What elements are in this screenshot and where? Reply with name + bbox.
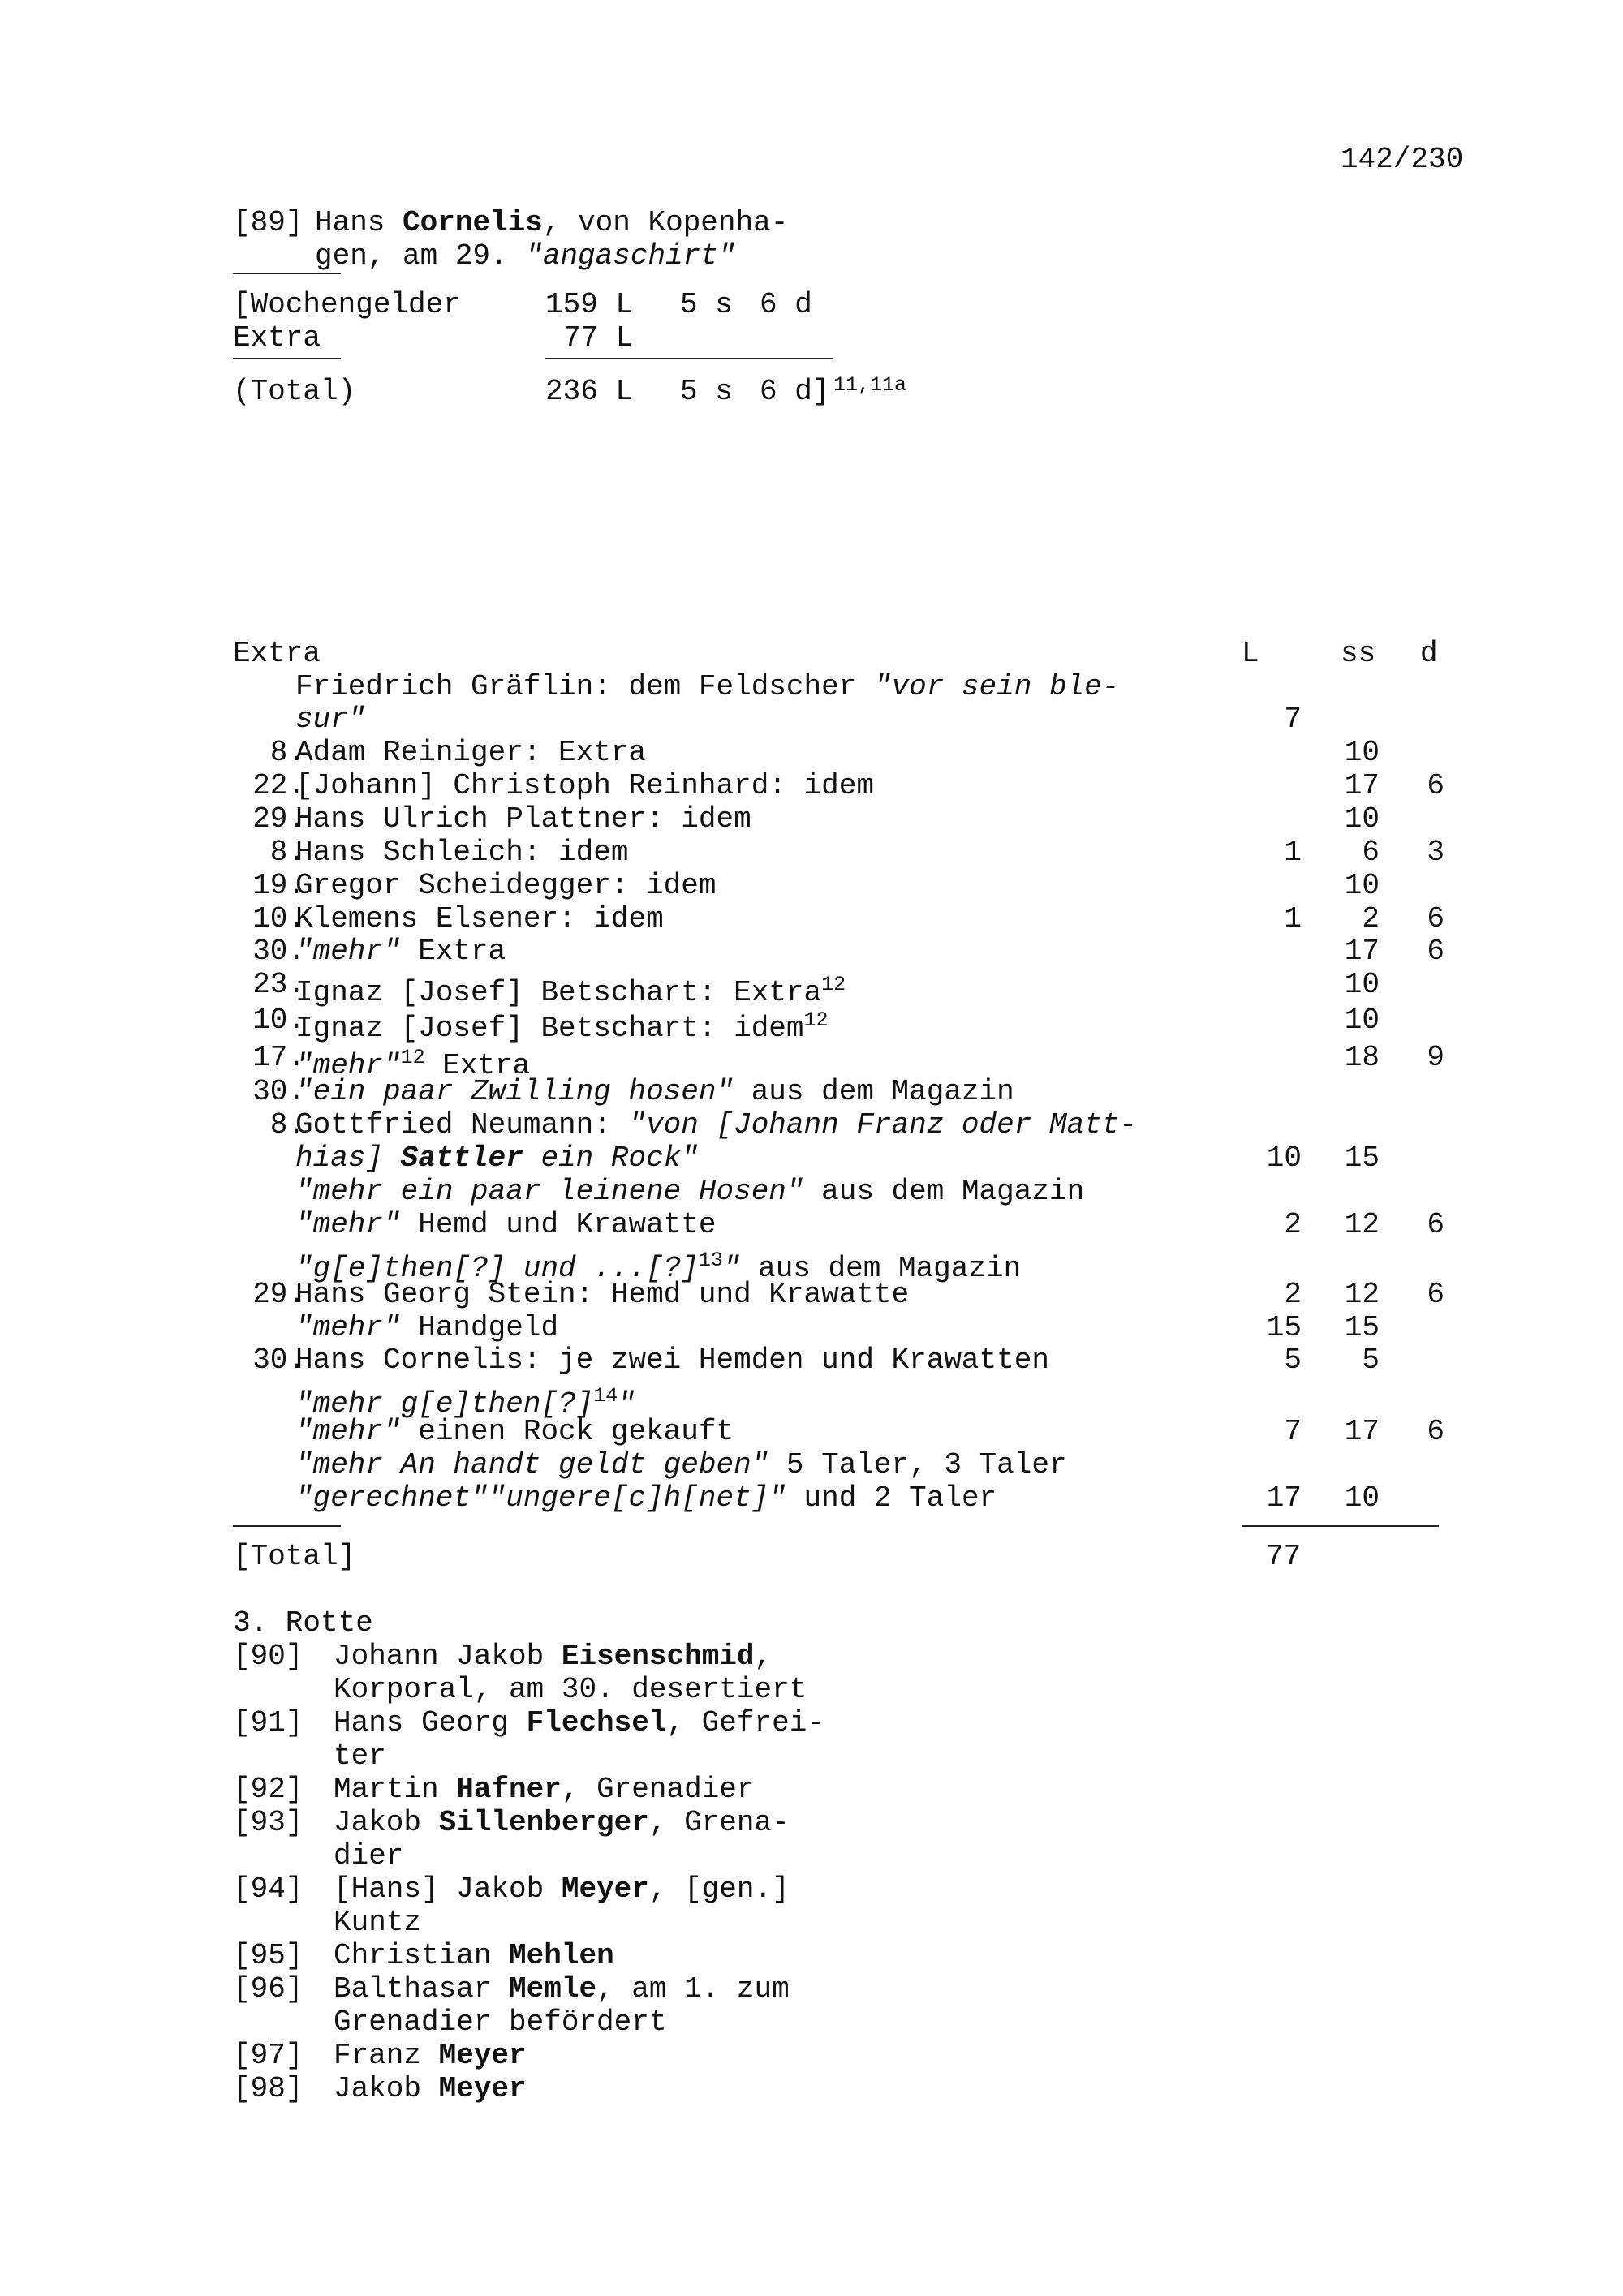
footnote-ref: 14 bbox=[593, 1384, 618, 1408]
row-number: 22. bbox=[252, 769, 305, 802]
row-text bbox=[295, 1175, 1084, 1208]
row-text bbox=[295, 1278, 909, 1311]
given-name: [Hans] Jakob bbox=[334, 1872, 562, 1906]
row-number: 30. bbox=[252, 1075, 305, 1108]
row-text-plain: Ignaz [Josef] Betschart: idem bbox=[295, 1012, 804, 1045]
divider bbox=[233, 358, 341, 359]
amount-ss: 15 bbox=[1344, 1311, 1380, 1344]
entry-number: [98] bbox=[233, 2072, 304, 2105]
row-text bbox=[295, 935, 506, 968]
divider bbox=[1242, 1525, 1439, 1527]
row-text-italic: "mehr An handt geldt geben" bbox=[295, 1448, 769, 1481]
surname: Cornelis bbox=[403, 206, 543, 239]
amount-ss: 10 bbox=[1344, 1481, 1380, 1515]
row-text-italic: "von [Johann Franz oder Matt- bbox=[628, 1108, 1137, 1142]
amount-l: 7 bbox=[1284, 703, 1302, 736]
row-number: 10. bbox=[252, 902, 305, 935]
row-text-italic: "mehr" bbox=[295, 1049, 401, 1082]
row-text bbox=[295, 670, 1119, 703]
entry-line-2: gen, am 29. "angaschirt" bbox=[315, 239, 736, 273]
row-text-italic: "mehr g[e]then[?] bbox=[295, 1387, 594, 1421]
row-text-bold: Sattler bbox=[400, 1142, 523, 1175]
row-text-plain: Hemd und Krawatte bbox=[400, 1208, 717, 1241]
entry-detail: , Grena- bbox=[648, 1806, 790, 1839]
footnote-ref: 12 bbox=[821, 973, 846, 996]
amount-d: 6 bbox=[1427, 1278, 1444, 1311]
extra-title: Extra bbox=[233, 637, 321, 670]
given-name: Hans Georg bbox=[334, 1706, 527, 1739]
row-number: 29. bbox=[252, 802, 305, 836]
entry-name bbox=[334, 1706, 824, 1739]
given-name: Jakob bbox=[334, 2072, 439, 2105]
row-text bbox=[295, 1208, 717, 1241]
surname: Mehlen bbox=[509, 1939, 614, 1972]
entry-name bbox=[334, 2039, 527, 2072]
total-label: [Total] bbox=[233, 1540, 356, 1573]
entry-number: [96] bbox=[233, 1972, 304, 2006]
row-text-plain: aus dem Magazin bbox=[740, 1252, 1022, 1285]
row-number: 8. bbox=[269, 736, 305, 769]
amount-ss: 10 bbox=[1344, 1004, 1380, 1037]
row-text-italic: "mehr" bbox=[295, 935, 401, 968]
entry-name bbox=[334, 1939, 614, 1972]
amount-l: 17 bbox=[1266, 1481, 1302, 1515]
row-text-plain: Hans Cornelis: je zwei Hemden und Krawatten bbox=[295, 1344, 1049, 1377]
entry-detail: , Grenadier bbox=[561, 1773, 755, 1806]
entry-detail: , am 1. zum bbox=[596, 1972, 790, 2006]
row-text bbox=[295, 1311, 558, 1344]
surname: Hafner bbox=[456, 1773, 562, 1806]
surname: Sillenberger bbox=[438, 1806, 649, 1839]
entry-name bbox=[334, 1806, 790, 1839]
row-text-plain: 5 Taler, 3 Taler bbox=[768, 1448, 1067, 1481]
entry-number: [93] bbox=[233, 1806, 304, 1839]
entry-name bbox=[334, 1640, 772, 1673]
row-text-italic: " bbox=[618, 1387, 635, 1421]
entry-number: [90] bbox=[233, 1640, 304, 1673]
extra-label: Extra bbox=[233, 321, 321, 355]
amount-ss: 17 bbox=[1344, 769, 1380, 802]
footnote-ref: 11,11a bbox=[833, 373, 907, 397]
amount-ss: 12 bbox=[1344, 1278, 1380, 1311]
row-text-italic: "mehr" bbox=[295, 1208, 401, 1241]
amount-ss: 10 bbox=[1344, 736, 1380, 769]
wage-label: [Wochengelder bbox=[233, 288, 461, 321]
entry-number: [94] bbox=[233, 1872, 304, 1906]
row-number: 10. bbox=[252, 1004, 305, 1037]
given-name: Johann Jakob bbox=[334, 1640, 562, 1673]
amount-d: 6 bbox=[1427, 902, 1444, 935]
amount-ss: 15 bbox=[1344, 1142, 1380, 1175]
footnote-ref: 13 bbox=[698, 1249, 723, 1272]
given-name: Christian bbox=[334, 1939, 510, 1972]
amount-l: 2 bbox=[1284, 1278, 1302, 1311]
row-text-italic: "ein paar Zwilling hosen" bbox=[295, 1075, 734, 1108]
row-text-italic: "mehr" bbox=[295, 1311, 401, 1344]
row-text-plain: und 2 Taler bbox=[786, 1481, 1014, 1515]
amount-l: 2 bbox=[1284, 1208, 1302, 1241]
entry-detail: Kuntz bbox=[334, 1906, 422, 1939]
footnote-ref: 12 bbox=[803, 1008, 829, 1032]
given-name: Jakob bbox=[334, 1806, 439, 1839]
entry-number: [92] bbox=[233, 1773, 304, 1806]
row-text-italic: sur" bbox=[295, 703, 366, 736]
given-name: Martin bbox=[334, 1773, 457, 1806]
total-l: 236 L bbox=[545, 375, 634, 408]
row-text-plain: Gottfried Neumann: bbox=[295, 1108, 629, 1142]
entry-name bbox=[334, 1773, 755, 1806]
amount-d: 6 bbox=[1427, 935, 1444, 968]
row-number: 17. bbox=[252, 1041, 305, 1074]
divider bbox=[545, 358, 833, 359]
row-text-italic: "gerechnet" bbox=[295, 1481, 489, 1515]
row-text-italic: hias] bbox=[295, 1142, 401, 1175]
row-number: 30. bbox=[252, 935, 305, 968]
surname: Memle bbox=[509, 1972, 597, 2006]
row-text-plain: Hans Ulrich Plattner: idem bbox=[295, 802, 751, 836]
row-text-plain: Hans Georg Stein: Hemd und Krawatte bbox=[295, 1278, 910, 1311]
wage-s: 5 s bbox=[680, 288, 733, 321]
row-text-italic: "ungere[c]h[net]" bbox=[488, 1481, 786, 1515]
surname: Meyer bbox=[438, 2072, 527, 2105]
total-l: 77 bbox=[1266, 1540, 1302, 1573]
entry-detail: ter bbox=[334, 1739, 386, 1773]
amount-d: 6 bbox=[1427, 1415, 1444, 1448]
entry-number: [89] bbox=[233, 206, 304, 239]
amount-ss: 12 bbox=[1344, 1208, 1380, 1241]
row-text-plain: Ignaz [Josef] Betschart: Extra bbox=[295, 976, 822, 1009]
row-text-plain: Hans Schleich: idem bbox=[295, 836, 629, 869]
amount-d: 9 bbox=[1427, 1041, 1444, 1074]
row-text bbox=[295, 1344, 1049, 1377]
divider bbox=[233, 1525, 341, 1527]
amount-ss: 17 bbox=[1344, 1415, 1380, 1448]
amount-ss: 18 bbox=[1344, 1041, 1380, 1074]
row-text bbox=[295, 703, 365, 736]
amount-ss: 10 bbox=[1344, 968, 1380, 1001]
amount-d: 3 bbox=[1427, 836, 1444, 869]
amount-ss: 2 bbox=[1362, 902, 1380, 935]
row-text bbox=[295, 736, 646, 769]
entry-detail: , bbox=[754, 1640, 773, 1673]
amount-ss: 10 bbox=[1344, 869, 1380, 902]
entry-line-1: Hans Cornelis, von Kopenha- bbox=[315, 206, 789, 239]
row-text-italic: "g[e]then[?] und ...[?] bbox=[295, 1252, 699, 1285]
row-text-plain: Friedrich Gräflin: dem Feldscher bbox=[295, 670, 874, 703]
row-number: 29. bbox=[252, 1278, 305, 1311]
row-text bbox=[295, 802, 751, 836]
given-name: Franz bbox=[334, 2039, 439, 2072]
entry-detail: Grenadier befördert bbox=[334, 2006, 667, 2039]
row-number: 30. bbox=[252, 1344, 305, 1377]
row-number: 8. bbox=[269, 1108, 305, 1142]
row-text-plain: Gregor Scheidegger: idem bbox=[295, 869, 717, 902]
row-text bbox=[295, 1448, 1067, 1481]
row-text bbox=[295, 869, 716, 902]
entry-number: [95] bbox=[233, 1939, 304, 1972]
surname: Meyer bbox=[561, 1872, 649, 1906]
row-text-plain: einen Rock gekauft bbox=[400, 1415, 734, 1448]
row-text-plain: Klemens Elsener: idem bbox=[295, 902, 664, 935]
row-text bbox=[295, 1004, 829, 1045]
amount-l: 1 bbox=[1284, 902, 1302, 935]
amount-l: 1 bbox=[1284, 836, 1302, 869]
row-text-italic: "mehr ein paar leinene Hosen" bbox=[295, 1175, 804, 1208]
amount-l: 5 bbox=[1284, 1344, 1302, 1377]
page-number: 142/230 bbox=[1341, 143, 1464, 176]
amount-l: 7 bbox=[1284, 1415, 1302, 1448]
row-text-italic: " bbox=[722, 1252, 741, 1285]
row-text bbox=[295, 1142, 699, 1175]
row-number: 19. bbox=[252, 869, 305, 902]
row-text bbox=[295, 836, 628, 869]
amount-d: 6 bbox=[1427, 769, 1444, 802]
row-text-plain: Extra bbox=[400, 935, 506, 968]
given-name: Balthasar bbox=[334, 1972, 510, 2006]
rotte-title: 3. Rotte bbox=[233, 1606, 373, 1640]
row-text-plain: Adam Reiniger: Extra bbox=[295, 736, 647, 769]
row-text-italic: ein Rock" bbox=[523, 1142, 699, 1175]
entry-name bbox=[334, 2072, 527, 2105]
surname: Meyer bbox=[438, 2039, 527, 2072]
row-text-plain: [Johann] Christoph Reinhard: idem bbox=[295, 769, 874, 802]
row-text bbox=[295, 1481, 1014, 1515]
amount-ss: 6 bbox=[1362, 836, 1380, 869]
extra-l: 77 L bbox=[563, 321, 634, 355]
column-header-l: L bbox=[1242, 637, 1259, 670]
row-text bbox=[295, 1108, 1137, 1142]
entry-number: [97] bbox=[233, 2039, 304, 2072]
total-s: 5 s bbox=[680, 375, 733, 408]
footnote-ref: 12 bbox=[400, 1046, 425, 1069]
column-header-d: d bbox=[1420, 637, 1438, 670]
row-text-plain: Extra bbox=[424, 1049, 531, 1082]
entry-detail: , [gen.] bbox=[648, 1872, 790, 1906]
row-text-plain: aus dem Magazin bbox=[734, 1075, 1014, 1108]
column-header-ss: ss bbox=[1341, 637, 1376, 670]
row-text-italic: "mehr" bbox=[295, 1415, 401, 1448]
divider bbox=[233, 273, 341, 274]
row-text-plain: Handgeld bbox=[400, 1311, 559, 1344]
total-d: 6 d] bbox=[760, 375, 830, 408]
amount-ss: 17 bbox=[1344, 935, 1380, 968]
row-text bbox=[295, 769, 874, 802]
entry-detail: Korporal, am 30. desertiert bbox=[334, 1673, 807, 1706]
row-text-italic: "vor sein ble- bbox=[873, 670, 1120, 703]
row-number: 23. bbox=[252, 968, 305, 1001]
row-text bbox=[295, 902, 664, 935]
surname: Eisenschmid bbox=[561, 1640, 755, 1673]
row-text bbox=[295, 1415, 734, 1448]
entry-number: [91] bbox=[233, 1706, 304, 1739]
amount-l: 10 bbox=[1266, 1142, 1302, 1175]
amount-l: 15 bbox=[1266, 1311, 1302, 1344]
entry-name bbox=[334, 1972, 790, 2006]
surname: Flechsel bbox=[526, 1706, 667, 1739]
wage-l: 159 L bbox=[545, 288, 634, 321]
entry-detail: dier bbox=[334, 1839, 404, 1872]
row-text bbox=[295, 1075, 1014, 1108]
row-text-plain: aus dem Magazin bbox=[803, 1175, 1085, 1208]
row-number: 8. bbox=[269, 836, 305, 869]
wage-d: 6 d bbox=[760, 288, 812, 321]
total-label: (Total) bbox=[233, 375, 356, 408]
entry-detail: , Gefrei- bbox=[666, 1706, 824, 1739]
entry-name bbox=[334, 1872, 790, 1906]
amount-d: 6 bbox=[1427, 1208, 1444, 1241]
amount-ss: 5 bbox=[1362, 1344, 1380, 1377]
amount-ss: 10 bbox=[1344, 802, 1380, 836]
